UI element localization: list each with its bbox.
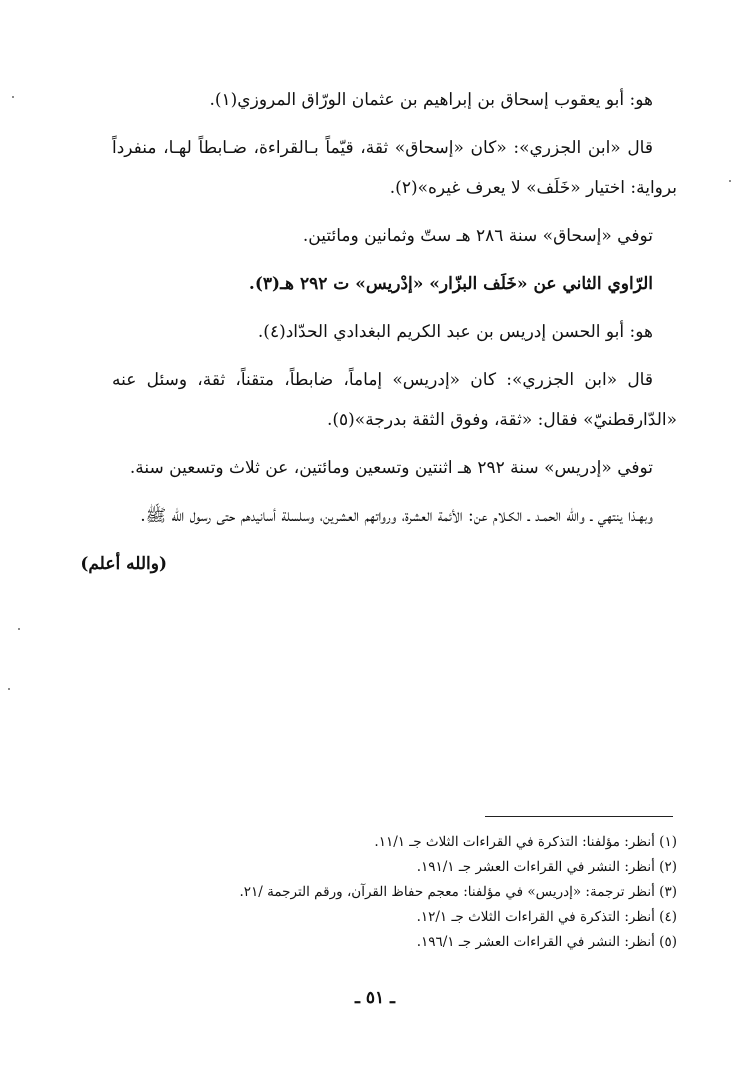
closing-phrase: (والله أعلم) xyxy=(80,554,167,574)
paragraph-conclusion: وبهـذا ينتهي ـ والله الحمـد ـ الكـلام عن: الأئمة العشرة، ورواتهم العشرين، وسلسلة أسانيدهم حتى رسول الله ﷺ. xyxy=(140,506,653,526)
scan-speck xyxy=(18,628,20,630)
page-number: ـ ٥١ ـ xyxy=(354,988,396,1008)
paragraph-ishaq-death: توفي «إسحاق» سنة ٢٨٦ هـ ستّ وثمانين ومائتين. xyxy=(302,226,653,246)
scan-speck xyxy=(12,96,14,98)
footnote-1: (١) أنظر: مؤلفنا: التذكرة في القراءات الثلاث جـ ١١/١. xyxy=(374,834,677,850)
scan-speck xyxy=(729,180,731,182)
footnote-separator xyxy=(485,816,673,817)
paragraph-ishaq-name: هو: أبو يعقوب إسحاق بن إبراهيم بن عثمان الورّاق المروزي(١). xyxy=(209,90,653,110)
heading-second-narrator: الرّاوي الثاني عن «خَلَف البزّار» «إدْريس» ت ٢٩٢ هـ(٣). xyxy=(248,274,653,294)
footnotes xyxy=(150,830,677,955)
main-text xyxy=(80,80,677,584)
footnote-3: (٣) أنظر ترجمة: «إدريس» في مؤلفنا: معجم حفاظ القرآن، ورقم الترجمة /٢١. xyxy=(239,884,677,900)
footnote-4: (٤) أنظر: التذكرة في القراءات الثلاث جـ ١٢/١. xyxy=(416,909,677,925)
footnote-5: (٥) أنظر: النشر في القراءات العشر جـ ١٩٦/١. xyxy=(416,934,677,950)
paragraph-idris-name: هو: أبو الحسن إدريس بن عبد الكريم البغدادي الحدّاد(٤). xyxy=(257,322,653,342)
paragraph-idris-ibn-jazari: قال «ابن الجزري»: كان «إدريس» إماماً، ضابطاً، متقناً، ثقة، وسئل عنه «الدّارقطنيّ» فقال: «ثقة، وفوق الثقة بدرجة»(٥). xyxy=(112,370,677,430)
footnote-2: (٢) أنظر: النشر في القراءات العشر جـ ١٩١/١. xyxy=(416,859,677,875)
paragraph-ishaq-ibn-jazari: قال «ابن الجزري»: «كان «إسحاق» ثقة، قيّماً بـالقراءة، ضـابطاً لهـا، منفرداً برواية: اختيار «خَلَف» لا يعرف غيره»(٢). xyxy=(112,138,677,198)
paragraph-idris-death: توفي «إدريس» سنة ٢٩٢ هـ اثنتين وتسعين ومائتين، عن ثلاث وتسعين سنة. xyxy=(129,458,653,478)
scan-speck xyxy=(8,688,10,690)
